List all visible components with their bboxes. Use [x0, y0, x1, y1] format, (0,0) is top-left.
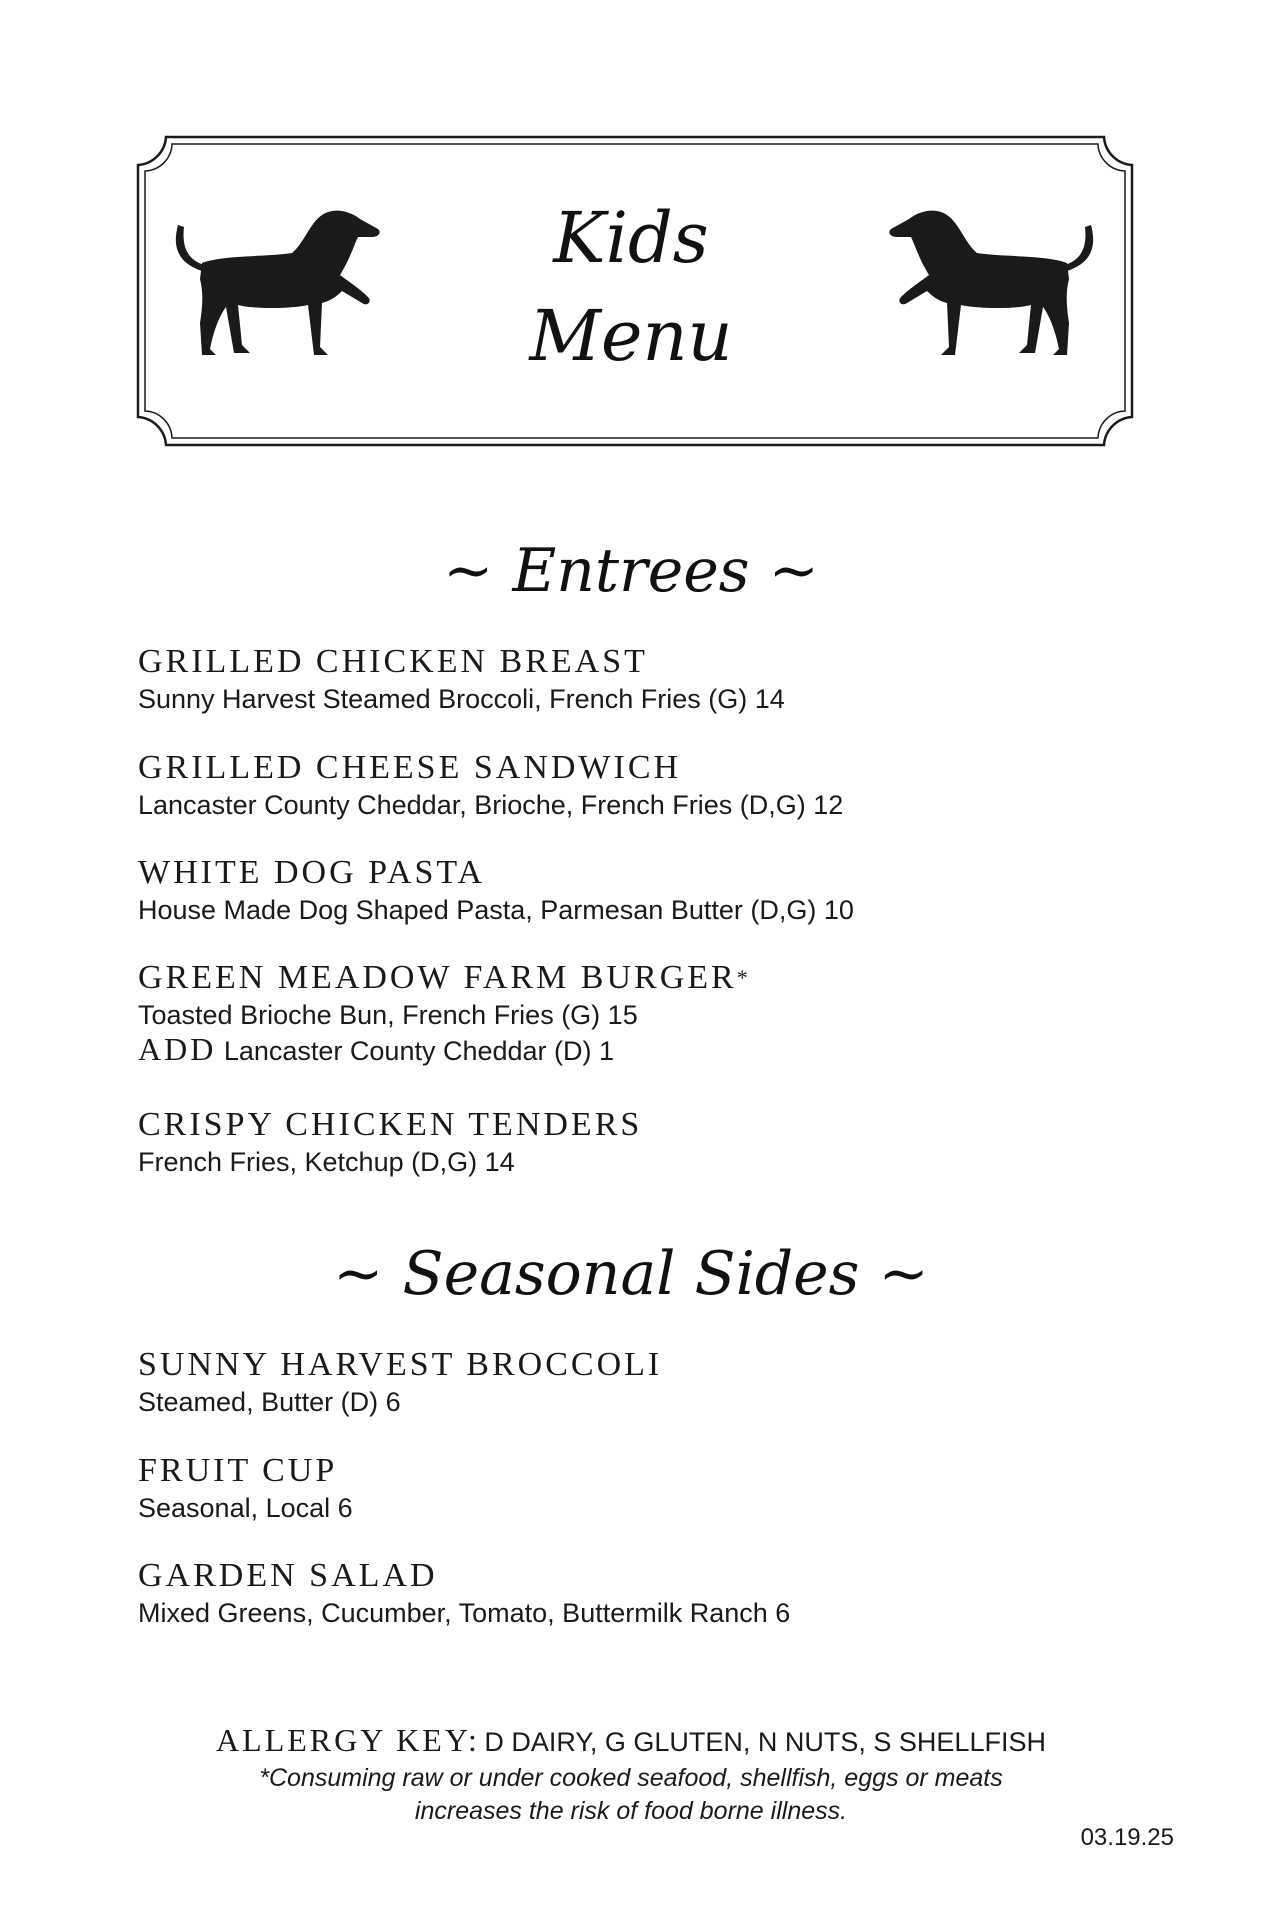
- menu-item: [138, 1345, 1138, 1419]
- add-on-description: Lancaster County Cheddar (D) 1: [223, 1036, 615, 1066]
- item-name: GREEN MEADOW FARM BURGER: [138, 959, 737, 996]
- allergy-key-label: ALLERGY KEY:: [216, 1722, 480, 1758]
- menu-item: [138, 1556, 1138, 1630]
- menu-title-line-1: Kids: [553, 197, 709, 279]
- menu-item: [138, 642, 1138, 716]
- item-description: House Made Dog Shaped Pasta, Parmesan Butter (D,G) 10: [138, 895, 854, 925]
- allergy-key: [0, 1720, 1262, 1767]
- food-safety-disclaimer-line-2: increases the risk of food borne illness.: [414, 1797, 848, 1825]
- menu-item: [138, 958, 1138, 1068]
- item-description: Seasonal, Local 6: [138, 1493, 353, 1523]
- item-add-on: [138, 1032, 1138, 1068]
- entrees-heading: ~ Entrees ~: [443, 536, 819, 606]
- menu-title-line-2: Menu: [529, 295, 733, 377]
- seasonal-sides-heading: ~ Seasonal Sides ~: [333, 1239, 929, 1309]
- item-description: Lancaster County Cheddar, Brioche, French Fries (D,G) 12: [138, 790, 844, 820]
- raw-consumption-mark: *: [736, 965, 748, 990]
- item-description: Sunny Harvest Steamed Broccoli, French Fries (G) 14: [138, 684, 785, 714]
- menu-item: [138, 1105, 1138, 1179]
- food-safety-disclaimer-line-1: *Consuming raw or under cooked seafood, shellfish, eggs or meats: [259, 1764, 1003, 1792]
- menu-item: [138, 853, 1138, 927]
- allergy-key-text: D DAIRY, G GLUTEN, N NUTS, S SHELLFISH: [484, 1727, 1046, 1757]
- menu-item: [138, 1451, 1138, 1525]
- menu-item: [138, 748, 1138, 822]
- item-name: GRILLED CHEESE SANDWICH: [138, 749, 682, 786]
- item-description: Steamed, Butter (D) 6: [138, 1387, 401, 1417]
- item-description: Mixed Greens, Cucumber, Tomato, Buttermilk Ranch 6: [138, 1598, 791, 1628]
- item-name: GARDEN SALAD: [138, 1557, 438, 1594]
- item-name: FRUIT CUP: [138, 1452, 338, 1489]
- item-description: French Fries, Ketchup (D,G) 14: [138, 1147, 515, 1177]
- add-on-label: ADD: [138, 1031, 217, 1067]
- item-name: SUNNY HARVEST BROCCOLI: [138, 1346, 663, 1383]
- item-name: CRISPY CHICKEN TENDERS: [138, 1106, 643, 1143]
- item-name: GRILLED CHICKEN BREAST: [138, 643, 648, 680]
- menu-date-code: 03.19.25: [1080, 1824, 1174, 1851]
- item-name: WHITE DOG PASTA: [138, 854, 486, 891]
- item-description: Toasted Brioche Bun, French Fries (G) 15: [138, 1000, 638, 1030]
